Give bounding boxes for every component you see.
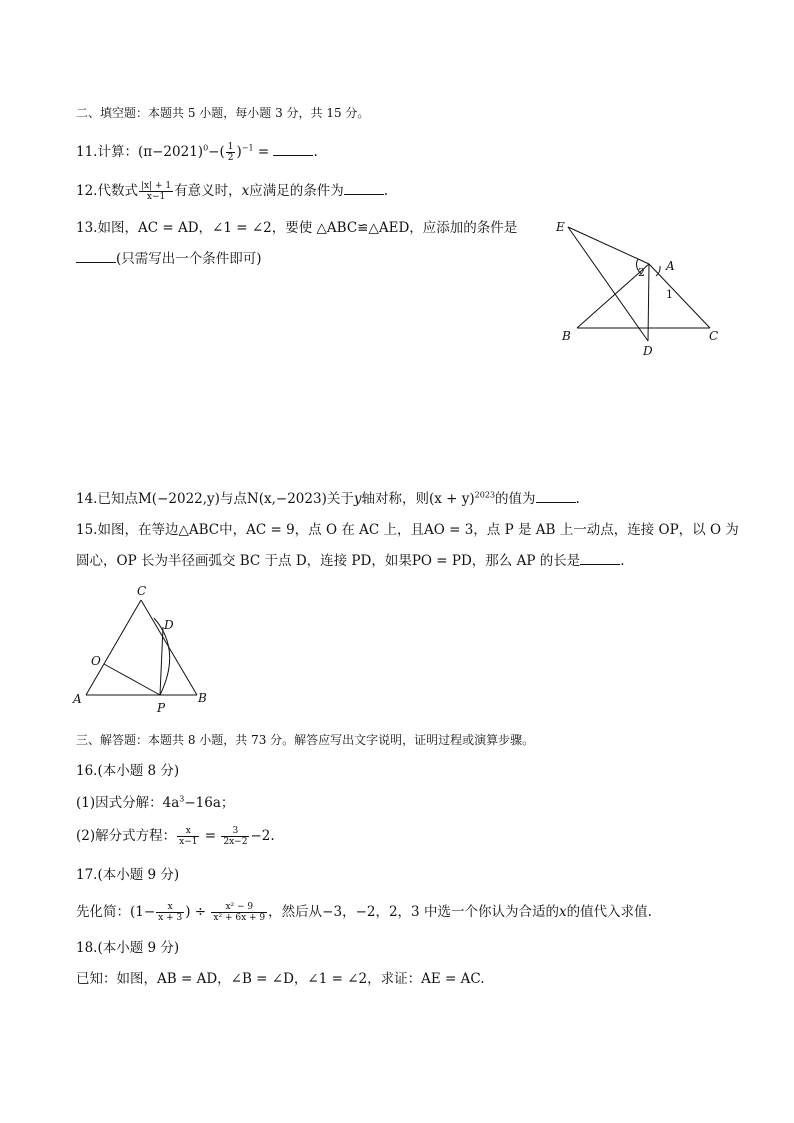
q12-number: 12. — [76, 183, 98, 199]
fig13-label-D: D — [643, 344, 653, 358]
question-13-line2 — [76, 250, 262, 268]
q11-exp0: 0 — [203, 143, 209, 153]
q13-number: 13. — [76, 220, 98, 236]
question-17-body — [76, 902, 652, 923]
fig13-label-angle1: 1 — [666, 288, 673, 301]
q11-eq: = — [253, 144, 274, 160]
q17-fraction-1: $\frac{x}{x + 3}$ — [158, 902, 183, 923]
question-16-part1 — [76, 794, 234, 812]
question-17-title: 17.(本小题 9 分) — [76, 867, 180, 883]
q16-fraction-2: $\frac{3}{2x-2}$ — [223, 826, 248, 847]
question-15 — [76, 521, 739, 539]
q12-var: x — [241, 183, 250, 199]
q11-fraction: $\frac{1}{2}$ — [227, 142, 234, 163]
q12-fraction: $\frac{|x| + 1}{x-1}$ — [140, 181, 172, 202]
q15-line1: 如图，在等边△ABC中，AC = 9，点 O 在 AC 上，且AO = 3，点 P 是 AB 上一动点，连接 OP，以 O 为 — [97, 522, 739, 538]
q13-note: (只需写出一个条件即可) — [116, 251, 262, 267]
q11-exp-m1: −1 — [241, 143, 254, 153]
q12-suffix2: 应满足的条件为 — [249, 183, 344, 199]
fig15-segment-OP — [104, 664, 160, 695]
q14-text-a: 已知点M(−2022,y)与点N(x,−2023)关于 — [97, 491, 354, 507]
q11-text: 计算：(π−2021) — [97, 144, 204, 160]
fig13-segment-AD — [648, 264, 649, 341]
q17-text-b: ) ÷ — [185, 904, 211, 920]
q17-fraction-2: $\frac{\text{x² − 9}}{\text{x² + 6x + 9}}$ — [213, 902, 266, 923]
fig15-segment-PD — [160, 627, 163, 695]
q16-p1-text: (1)因式分解：4a — [76, 795, 180, 811]
q13-answer-blank[interactable] — [76, 250, 116, 263]
q14-var-y: y — [353, 491, 362, 507]
fig15-segment-AC — [86, 600, 141, 695]
fig15-label-O: O — [91, 654, 101, 668]
fig13-label-C: C — [709, 329, 719, 343]
fig15-label-A: A — [73, 692, 82, 706]
q16-p2-text-b: −2. — [250, 828, 275, 844]
q11-paren: ) — [236, 144, 242, 160]
section2-header: 二、填空题：本题共 5 小题，每小题 3 分，共 15 分。 — [76, 106, 370, 120]
figure-13 — [548, 216, 728, 361]
q11-number: 11. — [76, 144, 98, 160]
q16-p1-text-b: −16a； — [184, 795, 235, 811]
q17-text-a: 先化简：(1− — [76, 904, 156, 920]
question-16-part2 — [76, 826, 275, 847]
fig13-segment-ED — [568, 227, 648, 341]
q16-fraction-1: $\frac{x}{x-1}$ — [179, 826, 198, 847]
q12-text: 代数式 — [97, 183, 138, 199]
fig13-label-angle2: 2 — [638, 266, 645, 279]
question-11: 11.计算：$(\pi-2021)^0-$( $\frac{1}{2}$ )$^{-1}$ = . — [76, 142, 318, 163]
q17-text-c: ，然后从−3，−2，2，3 中选一个你认为合适的 — [268, 904, 559, 920]
fig13-label-B: B — [562, 329, 571, 343]
figure-15 — [66, 580, 226, 715]
q14-text-b: 轴对称，则(x + y) — [361, 491, 475, 507]
fig13-label-E: E — [556, 220, 565, 234]
fig15-label-P: P — [157, 701, 166, 715]
fig13-label-A: A — [666, 259, 675, 273]
q16-eq: = — [200, 828, 221, 844]
question-12: 12.代数式 $\frac{|x| + 1}{x-1}$ 有意义时，x应满足的条件为 . — [76, 181, 389, 202]
q11-minus: −( — [208, 144, 225, 160]
fig13-segment-EA — [568, 227, 649, 264]
q15-line2: 圆心，OP 长为半径画弧交 BC 于点 D，连接 PD，如果PO = PD，那么 AP 的长是 — [76, 553, 581, 569]
q16-p2-text: (2)解分式方程： — [76, 828, 177, 844]
question-18-title: 18.(本小题 9 分) — [76, 940, 180, 956]
q15-number: 15. — [76, 522, 98, 538]
q11-answer-blank[interactable] — [273, 143, 313, 156]
fig15-label-D: D — [164, 618, 174, 632]
question-13 — [76, 219, 517, 237]
q12-answer-blank[interactable] — [344, 182, 384, 195]
q16-p1-exp: 3 — [179, 794, 185, 804]
q14-text-c: 的值为 — [495, 491, 536, 507]
q14-number: 14. — [76, 491, 98, 507]
q14-answer-blank[interactable] — [536, 490, 576, 503]
question-16-title: 16.(本小题 8 分) — [76, 763, 180, 779]
q13-text: 如图，AC = AD，∠1 = ∠2，要使 △ABC≌△AED，应添加的条件是 — [97, 220, 518, 236]
fig15-label-C: C — [137, 584, 147, 598]
q15-answer-blank[interactable] — [580, 552, 620, 565]
fig15-label-B: B — [198, 691, 207, 705]
q12-suffix: 有意义时， — [174, 183, 242, 199]
q17-text-d: 的值代入求值. — [566, 904, 652, 920]
q14-exp: 2023 — [474, 490, 496, 500]
question-14: 14.已知点M(−2022,y)与点N(x,−2023)关于y轴对称，则$(x + y)^{2023}$的值为 . — [76, 490, 580, 507]
section3-header: 三、解答题：本题共 8 小题，共 73 分。解答应写出文字说明，证明过程或演算步骤。 — [76, 733, 535, 747]
question-18-body: 已知：如图，AB = AD，∠B = ∠D，∠1 = ∠2，求证：AE = AC. — [76, 971, 485, 987]
question-15-line2: 圆心，OP 长为半径画弧交 BC 于点 D，连接 PD，如果PO = PD，那么 AP 的长是 . — [76, 553, 625, 569]
q17-var: x — [558, 904, 567, 920]
